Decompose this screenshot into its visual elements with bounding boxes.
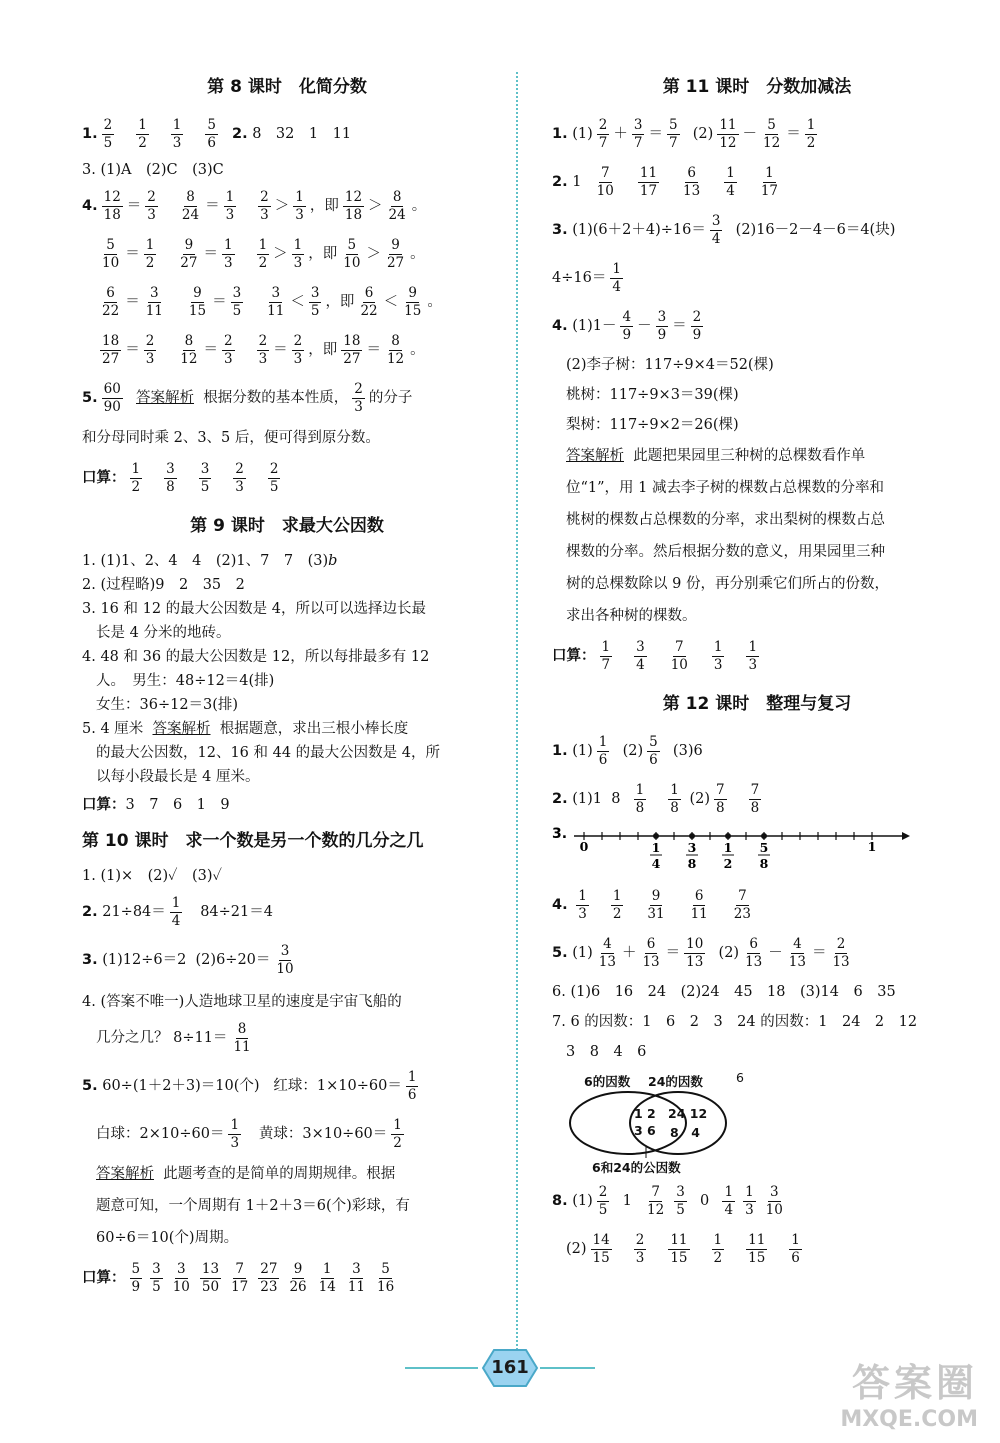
l10-q5x: 答案解析 此题考查的是简单的周期规律。根据 bbox=[96, 1166, 396, 1182]
r11-q4c: 桃树：117÷9×3＝39(棵) bbox=[566, 387, 739, 403]
r12-q2: 2. (1)1 8 $\frac{1}{8}$ $\frac{1}{8}$ (2) $\frac{7}{8}$ $\frac{7}{8}$ bbox=[552, 781, 760, 816]
r11-q1: 1. (1) $\frac{2}{7}$ ＋ $\frac{3}{7}$ ＝ $\frac{5}{7}$ (2) $\frac{11}{12}$ － $\frac{5}{12}$ ＝ $\frac{1}{2}$ bbox=[552, 116, 816, 151]
r12-q4: 4. $\frac{1}{3}$ $\frac{1}{2}$ $\frac{9}{31}$ $\frac{6}{11}$ $\frac{7}{23}$ bbox=[552, 887, 751, 922]
r11-q4i: 树的总棵数除以 9 份，再分别乘它们所占的份数， bbox=[566, 576, 889, 592]
l8-q5: 5. $\frac{60}{90}$ 答案解析 根据分数的基本性质， $\frac{2}{3}$ 的分子 bbox=[82, 380, 413, 415]
svg-text:3.: 3. bbox=[552, 826, 568, 842]
left-column bbox=[82, 62, 492, 1303]
r12-q5: 5. (1) $\frac{4}{13}$ ＋ $\frac{6}{13}$ ＝ $\frac{10}{13}$ (2) $\frac{6}{13}$ － $\frac{4}{13}$ ＝ $\frac{2}{13}$ bbox=[552, 935, 850, 970]
lesson-8-title: 第 8 课时 化简分数 bbox=[207, 77, 367, 97]
page-number: 161 bbox=[491, 1357, 529, 1378]
r11-q2: 2. 1 $\frac{7}{10}$ $\frac{11}{17}$ $\frac{6}{13}$ $\frac{1}{4}$ $\frac{1}{17}$ bbox=[552, 164, 779, 199]
svg-text:4: 4 bbox=[651, 856, 661, 871]
venn-label-right-6: 6 bbox=[736, 1070, 744, 1085]
r11-q4d: 梨树：117÷9×2＝26(棵) bbox=[566, 417, 739, 433]
r11-q4a: 4. (1)1－ $\frac{4}{9}$ － $\frac{3}{9}$ ＝ $\frac{2}{9}$ bbox=[552, 308, 702, 343]
r11-q4h: 棵数的分率。然后根据分数的意义，用果园里三种 bbox=[566, 544, 885, 560]
watermark bbox=[840, 1352, 978, 1432]
svg-text:1: 1 bbox=[867, 839, 877, 854]
answer-analysis-label: 答案解析 bbox=[136, 390, 195, 406]
l10-q1: 1. (1)× (2)✓ (3)✓ bbox=[82, 868, 222, 884]
r11-q4b: (2)李子树：117÷9×4＝52(棵) bbox=[566, 357, 774, 373]
right-column bbox=[552, 62, 962, 1274]
r12-q7b: 3 8 4 6 bbox=[566, 1044, 647, 1060]
lesson-10-title: 第 10 课时 求一个数是另一个数的几分之几 bbox=[82, 831, 424, 851]
r12-q7a: 7. 6 的因数：1 6 2 3 24 的因数：1 24 2 12 bbox=[552, 1014, 918, 1030]
watermark-logo: 答案圈 bbox=[851, 1361, 978, 1405]
watermark-url: MXQE.COM bbox=[840, 1407, 978, 1432]
l10-mental-math: 口算： $\frac{5}{9}$ $\frac{3}{5}$ $\frac{3}{10}$ $\frac{13}{50}$ $\frac{7}{17}$ $\frac{27}{23}$ $\frac{9}{26}$ $\frac{1}{14}$ $\frac{3}{11}$ $\frac{5}{16}$ bbox=[82, 1260, 395, 1295]
lesson-9-title: 第 9 课时 求最大公因数 bbox=[190, 516, 384, 536]
l8-q4-row2: $\frac{5}{10}$ ＝ $\frac{1}{2}$ $\frac{9}{27}$ ＝ $\frac{1}{3}$ $\frac{1}{2}$ ＞ $\frac{1}{3}$ ，即 $\frac{5}{10}$ ＞ $\frac{9}{27}$ 。 bbox=[102, 236, 425, 271]
l9-mental-math: 口算：3 7 6 1 9 bbox=[82, 797, 230, 813]
svg-text:2: 2 bbox=[723, 856, 733, 871]
l10-q5b: 白球：2×10÷60＝ $\frac{1}{3}$ 黄球：3×10÷60＝ $\frac{1}{2}$ bbox=[96, 1116, 402, 1151]
venn-right-2: 8 4 bbox=[670, 1125, 700, 1140]
l9-q2: 2. (过程略)9 2 35 2 bbox=[82, 577, 245, 593]
r12-q8b: (2) $\frac{14}{15}$ $\frac{2}{3}$ $\frac{11}{15}$ $\frac{1}{2}$ $\frac{11}{15}$ $\frac{1}{6}$ bbox=[566, 1231, 800, 1266]
l9-q3b: 长是 4 分米的地砖。 bbox=[96, 625, 231, 641]
lesson-11-title: 第 11 课时 分数加减法 bbox=[662, 77, 852, 97]
r12-q6: 6. (1)6 16 24 (2)24 45 18 (3)14 6 35 bbox=[552, 984, 896, 1000]
lesson-12-title: 第 12 课时 整理与复习 bbox=[662, 694, 852, 714]
l10-q5y: 题意可知，一个周期有 1＋2＋3＝6(个)彩球，有 bbox=[96, 1198, 410, 1214]
r12-q1: 1. (1) $\frac{1}{6}$ (2) $\frac{5}{6}$ (3)6 bbox=[552, 733, 703, 768]
svg-text:0: 0 bbox=[579, 839, 589, 854]
r11-q4j: 求出各种树的棵数。 bbox=[566, 608, 697, 624]
l9-q4b: 人。 男生：48÷12＝4(排) bbox=[96, 673, 275, 689]
r11-q4f: 位“1”，用 1 减去李子树的棵数占总棵数的分率和 bbox=[566, 480, 884, 496]
l9-q5a: 5. 4 厘米 答案解析 根据题意，求出三根小棒长度 bbox=[82, 721, 409, 737]
r11-q4e: 答案解析 此题把果园里三种树的总棵数看作单 bbox=[566, 448, 866, 464]
l9-q5c: 的最大公因数，12、16 和 44 的最大公因数是 4，所 bbox=[96, 745, 441, 761]
venn-intersection-2: 3 6 bbox=[634, 1123, 656, 1138]
l10-q5a: 5. 60÷(1＋2＋3)＝10(个) 红球：1×10÷60＝ $\frac{1}{6}$ bbox=[82, 1068, 417, 1103]
l8-q4-row4: $\frac{18}{27}$ ＝ $\frac{2}{3}$ $\frac{8}{12}$ ＝ $\frac{2}{3}$ $\frac{2}{3}$ ＝ $\frac{2}{3}$ ，即 $\frac{18}{27}$ ＝ $\frac{8}{12}$ 。 bbox=[102, 332, 425, 367]
l8-q5-cont: 和分母同时乘 2、3、5 后，便可得到原分数。 bbox=[82, 430, 380, 446]
l8-q4-row1: 4. $\frac{12}{18}$ ＝ $\frac{2}{3}$ $\frac{8}{24}$ ＝ $\frac{1}{3}$ $\frac{2}{3}$ ＞ $\frac{1}{3}$ ，即 $\frac{12}{18}$ ＞ $\frac{8}{24}$ 。 bbox=[82, 188, 427, 223]
svg-text:1: 1 bbox=[651, 840, 661, 855]
venn-bottom-label: 6和24的公因数 bbox=[592, 1160, 681, 1175]
l8-q3: 3. (1)A (2)C (3)C bbox=[82, 162, 224, 178]
l8-q4-row3: $\frac{6}{22}$ ＝ $\frac{3}{11}$ $\frac{9}{15}$ ＝ $\frac{3}{5}$ $\frac{3}{11}$ ＜ $\frac{3}{5}$ ，即 $\frac{6}{22}$ ＜ $\frac{9}{15}$ 。 bbox=[102, 284, 442, 319]
svg-text:8: 8 bbox=[687, 856, 697, 871]
page-footer bbox=[0, 1338, 1000, 1432]
l10-q4a: 4. (答案不唯一)人造地球卫星的速度是宇宙飞船的 bbox=[82, 994, 402, 1010]
venn-ellipses bbox=[566, 1088, 766, 1158]
l8-mental-math: 口算： $\frac{1}{2}$ $\frac{3}{8}$ $\frac{3}{5}$ $\frac{2}{3}$ $\frac{2}{5}$ bbox=[82, 460, 279, 495]
number-line bbox=[552, 824, 912, 880]
l10-q3: 3. (1)12÷6＝2 (2)6÷20＝ $\frac{3}{10}$ bbox=[82, 942, 294, 977]
r12-q8a: 8. (1) $\frac{2}{5}$ 1 $\frac{7}{12}$ $\frac{3}{5}$ 0 $\frac{1}{4}$ $\frac{1}{3}$ $\frac{3}{10}$ bbox=[552, 1183, 783, 1218]
r11-q3b: 4÷16＝ $\frac{1}{4}$ bbox=[552, 260, 621, 295]
l10-q4b: 几分之几？ 8÷11＝ $\frac{8}{11}$ bbox=[96, 1020, 251, 1055]
svg-text:1: 1 bbox=[723, 840, 733, 855]
column-divider bbox=[516, 72, 518, 1350]
l10-q2: 2. 21÷84＝ $\frac{1}{4}$ 84÷21＝4 bbox=[82, 894, 273, 929]
venn-label-6: 6的因数 bbox=[584, 1074, 631, 1089]
l9-q3a: 3. 16 和 12 的最大公因数是 4，所以可以选择边长最 bbox=[82, 601, 427, 617]
r11-mental-math: 口算： $\frac{1}{7}$ $\frac{3}{4}$ $\frac{7}{10}$ $\frac{1}{3}$ $\frac{1}{3}$ bbox=[552, 638, 758, 673]
l10-q5z: 60÷6＝10(个)周期。 bbox=[96, 1230, 239, 1246]
svg-text:8: 8 bbox=[759, 856, 769, 871]
r12-q3-number-line bbox=[552, 824, 962, 880]
venn-right-1: 24 12 bbox=[668, 1106, 708, 1121]
l9-q4c: 女生：36÷12＝3(排) bbox=[96, 697, 239, 713]
l9-q1: 1. (1)1、2、4 4 (2)1、7 7 (3)b bbox=[82, 553, 338, 569]
svg-text:3: 3 bbox=[687, 840, 697, 855]
r11-q3a: 3. (1)(6＋2＋4)÷16＝ $\frac{3}{4}$ (2)16－2－4－6＝4(块) bbox=[552, 212, 896, 247]
l9-q4a: 4. 48 和 36 的最大公因数是 12，所以每排最多有 12 bbox=[82, 649, 430, 665]
venn-intersection-1: 1 2 bbox=[634, 1106, 656, 1121]
l9-q5d: 以每小段最长是 4 厘米。 bbox=[96, 769, 260, 785]
l8-q1: 1. $\frac{2}{5}$ $\frac{1}{2}$ $\frac{1}{3}$ $\frac{5}{6}$ 2. 8 32 1 11 bbox=[82, 116, 352, 151]
r11-q4g: 桃树的棵数占总棵数的分率，求出梨树的棵数占总 bbox=[566, 512, 885, 528]
venn-label-24: 24的因数 bbox=[648, 1074, 703, 1089]
svg-text:5: 5 bbox=[759, 840, 769, 855]
venn-diagram bbox=[552, 1068, 962, 1176]
